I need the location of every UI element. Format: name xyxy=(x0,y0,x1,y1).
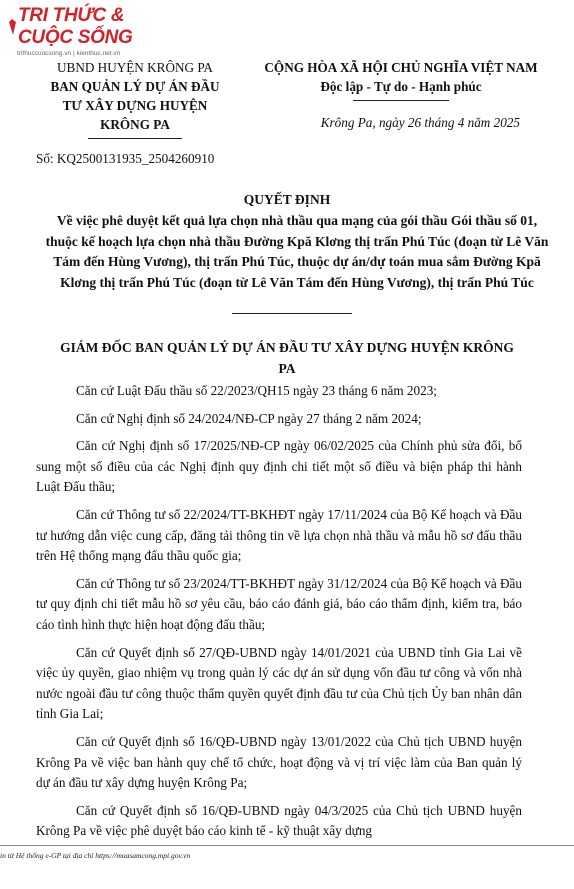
legal-basis-paragraph: Căn cứ Quyết định số 27/QĐ-UBND ngày 14/01/2021 của UBND tỉnh Gia Lai về việc ủy quyền, giao nhiệm vụ trong quản lý các dự án sử dụng vốn đầu tư công và vốn nhà nước ngoài đầu tư công thuộc thẩm quyền quyết định đầu tư của Chủ tịch Ủy ban nhân dân tỉnh Gia Lai; xyxy=(36,644,522,722)
country-name: CỘNG HÒA XÃ HỘI CHỦ NGHĨA VIỆT NAM xyxy=(264,60,538,75)
agency-line-2: TƯ XÂY DỰNG HUYỆN xyxy=(62,98,208,113)
document-subject: Về việc phê duyệt kết quả lựa chọn nhà thầu qua mạng của gói thầu Gói thầu số 01, thuộc kế hoạch lựa chọn nhà thầu Đường Kpă Klơng thị trấn Phú Túc (đoạn từ Lê Văn Tám đến Hùng Vương), thị trấn Phú Túc, thuộc dự án/dự toán mua sắm Đường Kpă Klơng thị trấn Phú Túc (đoạn từ Lê Văn Tám đến Hùng Vương), thị trấn Phú Túc xyxy=(45,213,549,290)
legal-basis-paragraph: Căn cứ Thông tư số 23/2024/TT-BKHĐT ngày 31/12/2024 của Bộ Kế hoạch và Đầu tư quy định chi tiết mẫu hồ sơ yêu cầu, báo cáo đánh giá, báo cáo thẩm định, kiểm tra, báo cáo tình hình thực hiện hoạt động đấu thầu; xyxy=(36,575,522,632)
agency-line-3: KRÔNG PA xyxy=(100,117,170,132)
agency-rule xyxy=(88,138,182,139)
logo-wordmark xyxy=(8,5,168,49)
site-logo xyxy=(8,5,168,57)
issuer-title: GIÁM ĐỐC BAN QUẢN LÝ DỰ ÁN ĐẦU TƯ XÂY DỰNG HUYỆN KRÔNG PA xyxy=(60,340,514,376)
national-motto xyxy=(228,58,574,101)
motto: Độc lập - Tự do - Hạnh phúc xyxy=(320,79,482,94)
document-title: QUYẾT ĐỊNH xyxy=(243,192,331,207)
subject-rule xyxy=(232,313,352,314)
legal-basis-paragraph: Căn cứ Quyết định số 16/QĐ-UBND ngày 04/3/2025 của Chủ tịch UBND huyện Krông Pa về việc phê duyệt báo cáo kinh tế - kỹ thuật xây dựng xyxy=(36,802,522,839)
place-date: Krông Pa, ngày 26 tháng 4 năm 2025 xyxy=(320,115,520,130)
legal-basis-paragraph: Căn cứ Luật Đấu thầu số 22/2023/QH15 ngày 23 tháng 6 năm 2023; xyxy=(76,383,437,398)
footer-rule xyxy=(0,845,574,846)
document-body xyxy=(36,381,522,849)
legal-basis-paragraph: Căn cứ Nghị định số 17/2025/NĐ-CP ngày 06/02/2025 của Chính phủ sửa đổi, bổ sung một số điều của các Nghị định quy định chi tiết một số điều và biện pháp thi hành Luật Đấu thầu; xyxy=(36,438,522,495)
legal-basis-paragraph: Căn cứ Quyết định số 16/QĐ-UBND ngày 13/01/2022 của Chủ tịch UBND huyện Krông Pa về việc ban hành quy chế tổ chức, hoạt động và vị trí việc làm của Ban quản lý dự án đầu tư xây dựng huyện Krông Pa; xyxy=(36,733,522,791)
logo-pen-icon xyxy=(8,19,17,35)
logo-text: TRI THỨC & CUỘC SỐNG xyxy=(18,5,133,48)
agency-line-1: BAN QUẢN LÝ DỰ ÁN ĐẦU xyxy=(50,79,220,94)
legal-basis-paragraph: Căn cứ Nghị định số 24/2024/NĐ-CP ngày 27 tháng 2 năm 2024; xyxy=(76,410,422,426)
document-number: Số: KQ2500131935_2504260910 xyxy=(36,151,215,166)
motto-rule xyxy=(353,100,449,101)
issuing-agency xyxy=(30,58,240,139)
logo-subtitle: trithuccuocsong.vn | kienthuc.net.vn xyxy=(17,50,121,57)
print-footer: in từ Hệ thống e-GP tại địa chỉ https://muasamcong.mpi.gov.vn xyxy=(0,851,191,860)
legal-basis-paragraph: Căn cứ Thông tư số 22/2024/TT-BKHĐT ngày 17/11/2024 của Bộ Kế hoạch và Đầu tư hướng dẫn việc cung cấp, đăng tải thông tin về lựa chọn nhà thầu và mẫu hồ sơ đấu thầu trên Hệ thống mạng đấu thầu quốc gia; xyxy=(36,506,522,564)
agency-parent: UBND HUYỆN KRÔNG PA xyxy=(57,60,213,75)
